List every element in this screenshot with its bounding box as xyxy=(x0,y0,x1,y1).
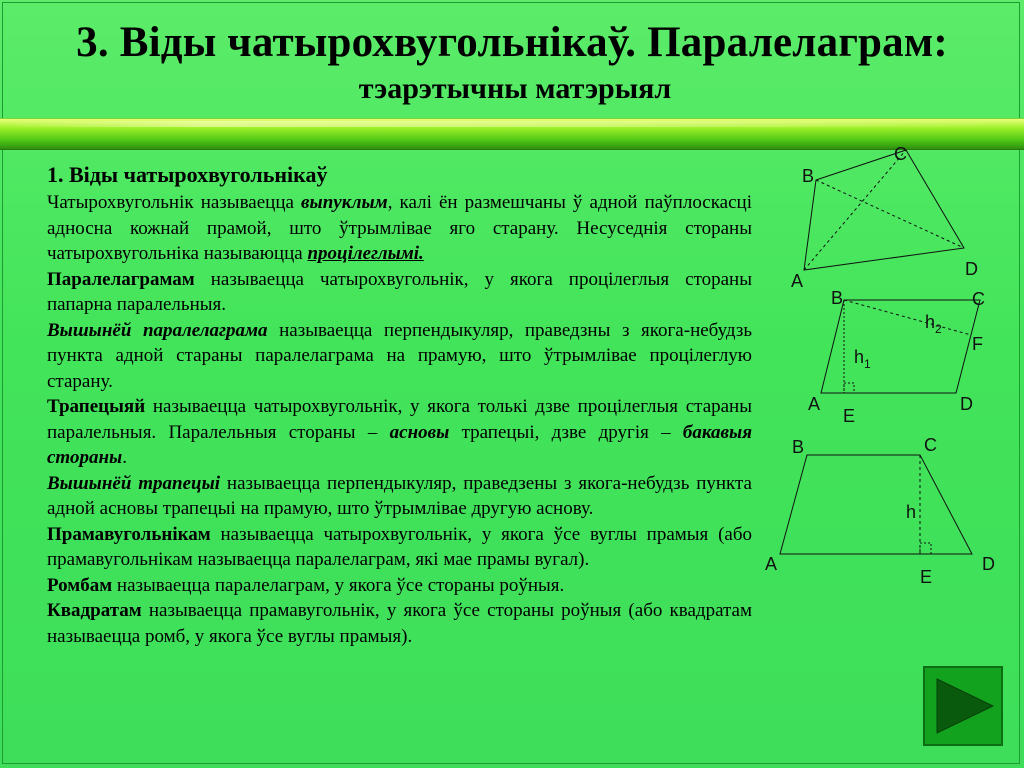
slide-title: 3. Віды чатырохвугольнікаў. Паралелаграм: xyxy=(76,19,948,66)
text: называецца чатырохвугольнік, у якога процілеглыя стораны папарна паралельныя. xyxy=(47,268,752,315)
text: Чатырохвугольнік называецца xyxy=(47,192,302,213)
term-rhombus: Ромбам xyxy=(47,574,113,596)
term-opposite: процілеглымі. xyxy=(307,243,424,264)
text: называецца перпендыкуляр, праведзны з якога-небудзь пункта адной стараны паралелаграма на прамую, што ўтрымлівае процілеглую старану. xyxy=(47,319,752,392)
h1-letter: h xyxy=(854,347,865,367)
figures-svg xyxy=(760,140,1024,600)
para-label-a: A xyxy=(808,394,821,414)
theory-text xyxy=(47,160,752,649)
para-label-e: E xyxy=(843,406,856,426)
text: называецца паралелаграм, у якога ўсе стораны роўныя. xyxy=(112,574,565,596)
right-angle-mark xyxy=(844,383,854,393)
quad-label-b: B xyxy=(802,166,815,186)
next-slide-button[interactable] xyxy=(923,666,1003,746)
trap-label-a: A xyxy=(765,554,778,574)
quad-label-d: D xyxy=(965,259,978,279)
parallelogram-height-h2 xyxy=(844,300,971,335)
parallelogram-figure xyxy=(821,300,980,393)
para-label-c: C xyxy=(972,289,985,309)
paragraph-trapezoid xyxy=(47,394,752,471)
quadrilateral-shape xyxy=(804,150,964,270)
paragraph-rhombus xyxy=(47,573,752,599)
paragraph-trapezoid-height xyxy=(47,471,752,522)
title-divider-shine xyxy=(0,121,1024,127)
quadrilateral-diagonal-ac xyxy=(804,150,906,270)
quadrilateral-figure xyxy=(804,150,964,270)
para-label-h2 xyxy=(925,312,942,336)
paragraph-rectangle xyxy=(47,522,752,573)
h2-letter: h xyxy=(925,312,936,332)
para-label-d: D xyxy=(960,394,973,414)
paragraph-parallelogram xyxy=(47,267,752,318)
text: называецца прамавугольнік, у якога ўсе стораны роўныя (або квадратам называецца ромб, у якога ўсе вуглы прамыя). xyxy=(47,600,752,647)
para-label-h1 xyxy=(854,347,871,371)
text: называецца чатырохвугольнік, у якога толькі дзве процілеглыя стараны паралельныя. Паралельныя стораны – xyxy=(47,396,752,443)
text: называецца чатырохвугольнік, у якога ўсе вуглы прамыя (або прамавугольнікам называецца паралелаграм, які мае прамы вугал). xyxy=(47,523,752,570)
trap-label-b: B xyxy=(792,437,805,457)
text: трапецыі, дзве другія – xyxy=(449,421,683,443)
slide-subtitle: тэарэтычны матэрыял xyxy=(358,72,672,105)
quad-label-c: C xyxy=(894,144,907,164)
trapezoid-shape xyxy=(780,455,972,554)
h2-subscript: 2 xyxy=(935,322,942,336)
term-convex: выпуклым xyxy=(301,192,388,213)
section-heading: 1. Віды чатырохвугольнікаў xyxy=(47,162,328,187)
trap-label-c: C xyxy=(924,435,937,455)
h1-subscript: 1 xyxy=(864,357,871,371)
term-rectangle: Прамавугольнікам xyxy=(47,523,211,545)
text: называецца перпендыкуляр, праведзены з якога-небудзь пункта адной асновы трапецыі на прамую, што ўтрымлівае другую аснову. xyxy=(47,472,752,519)
term-trapezoid-height: Вышынёй трапецыі xyxy=(47,472,221,494)
paragraph-parallelogram-height xyxy=(47,318,752,395)
para-label-f: F xyxy=(972,334,983,354)
figures-panel xyxy=(760,140,1024,600)
term-lateral-sides: бакавыя стораны xyxy=(47,421,752,468)
right-angle-mark xyxy=(920,543,931,554)
term-square: Квадратам xyxy=(47,600,142,621)
trapezoid-figure xyxy=(780,455,972,554)
trap-label-h: h xyxy=(906,502,917,522)
term-parallelogram: Паралелаграмам xyxy=(47,268,195,290)
text: , калі ён размешчаны ў адной паўплоскасці адносна кожнай прамой, што ўтрымлівае яго старану. Несуседнія стораны чатырохвугольніка называюцца xyxy=(47,192,752,264)
trap-label-d: D xyxy=(982,554,995,574)
term-parallelogram-height: Вышынёй паралелаграма xyxy=(47,319,268,341)
quad-label-a: A xyxy=(791,271,804,291)
parallelogram-shape xyxy=(821,300,980,393)
term-trapezoid: Трапецыяй xyxy=(47,396,146,417)
paragraph-square xyxy=(47,598,752,649)
trap-label-e: E xyxy=(920,567,933,587)
term-bases: асновы xyxy=(389,421,450,443)
text: . xyxy=(122,447,127,468)
quadrilateral-diagonal-bd xyxy=(816,180,964,248)
para-label-b: B xyxy=(831,288,844,308)
play-triangle-icon xyxy=(925,668,1001,744)
paragraph-convex xyxy=(47,190,752,267)
